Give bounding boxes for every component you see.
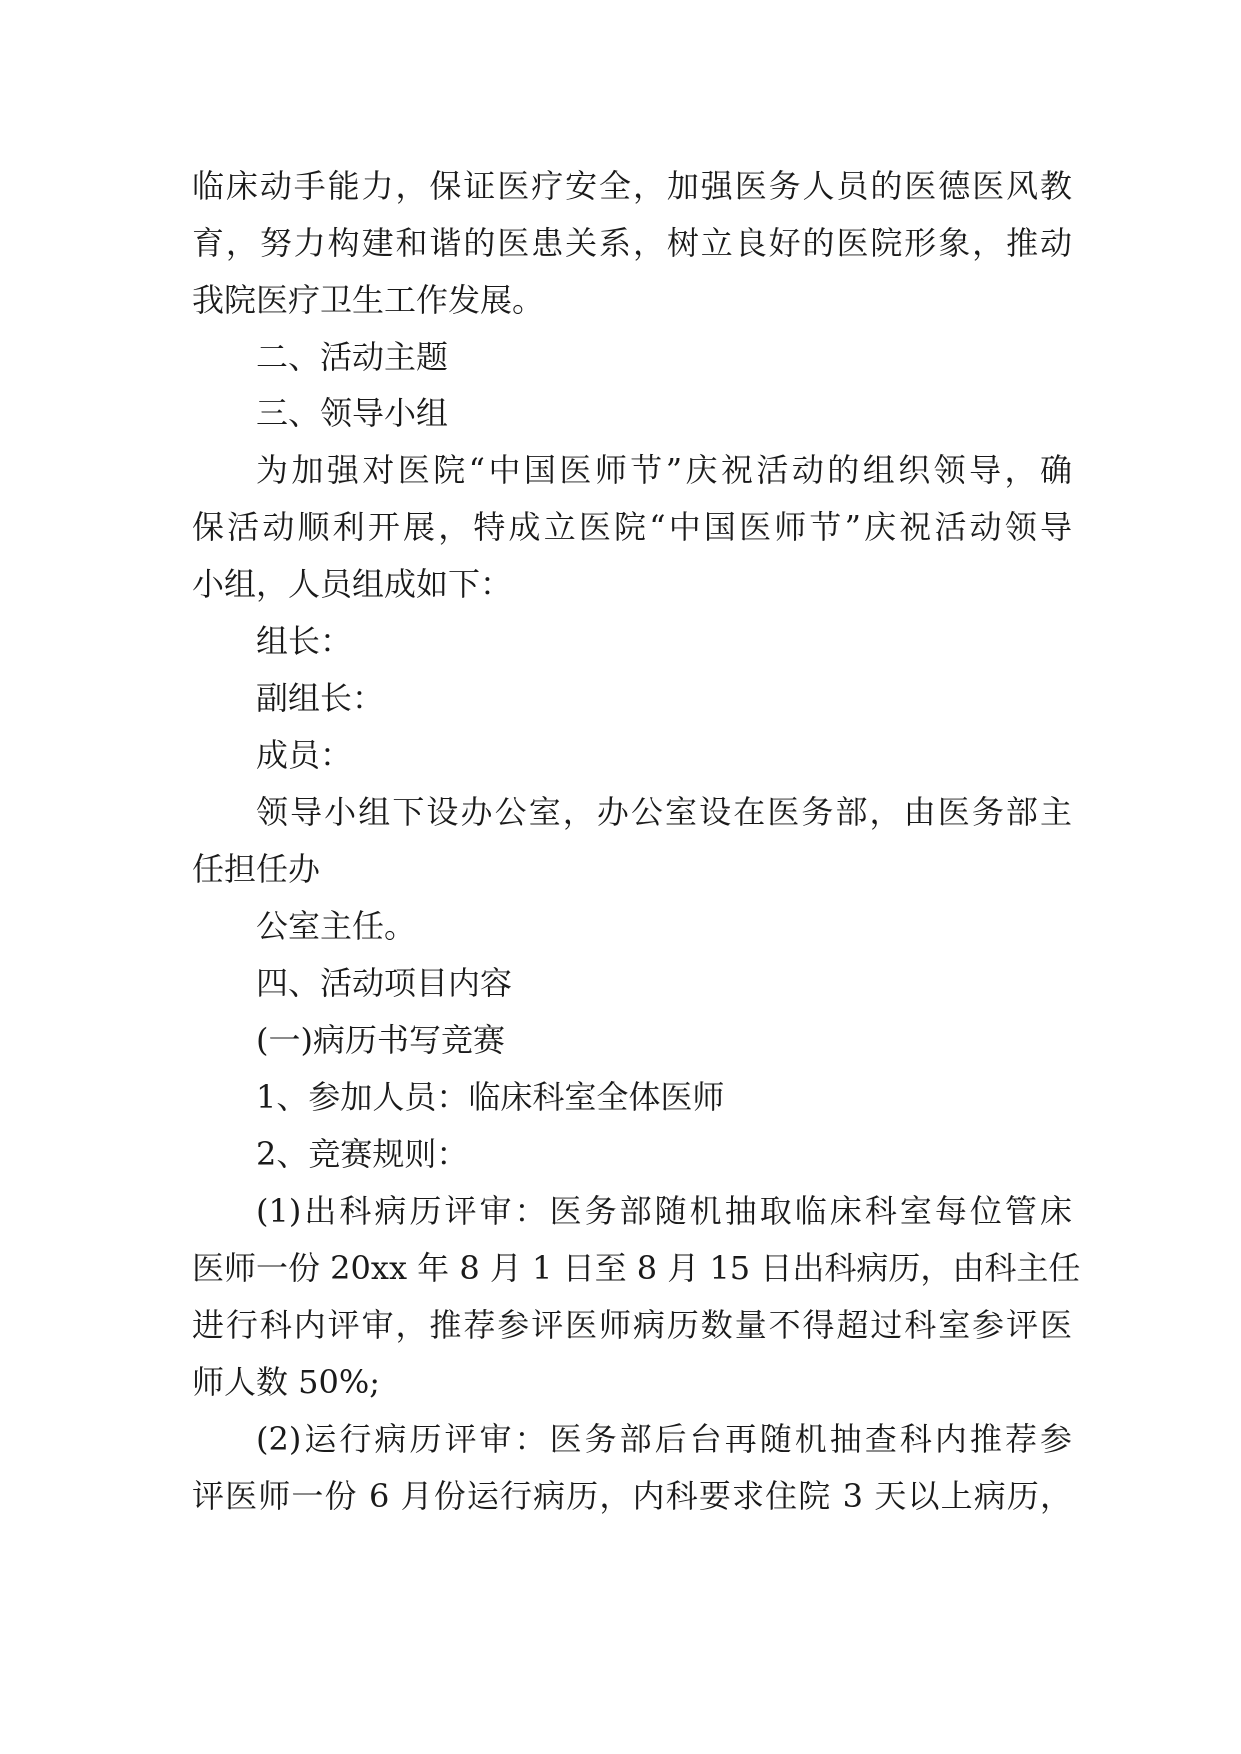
subsection-heading: (一)病历书写竞赛 xyxy=(256,1021,505,1059)
text-line: (2)运行病历评审：医务部后台再随机抽查科内推荐参 xyxy=(256,1420,1072,1458)
text-line: 公室主任。 xyxy=(256,907,417,945)
text-line: 2、竞赛规则： xyxy=(256,1135,469,1173)
text-line: 成员： xyxy=(256,736,353,774)
text-line: 医师一份 20xx 年 8 月 1 日至 8 月 15 日出科病历，由科主任 xyxy=(192,1249,1081,1287)
text-line: 任担任办 xyxy=(192,850,321,888)
text-line: 为加强对医院“中国医师节”庆祝活动的组织领导，确 xyxy=(256,451,1072,489)
text-line: 师人数 50%; xyxy=(192,1363,381,1401)
text-line: (1)出科病历评审：医务部随机抽取临床科室每位管床 xyxy=(256,1192,1072,1230)
text-line: 临床动手能力，保证医疗安全，加强医务人员的医德医风教 xyxy=(192,167,1072,205)
text-line: 副组长： xyxy=(256,679,385,717)
text-line: 我院医疗卫生工作发展。 xyxy=(192,281,545,319)
text-line: 评医师一份 6 月份运行病历，内科要求住院 3 天以上病历， xyxy=(192,1477,1072,1515)
text-line: 保活动顺利开展，特成立医院“中国医师节”庆祝活动领导 xyxy=(192,508,1072,546)
section-heading: 四、活动项目内容 xyxy=(256,964,513,1002)
text-line: 进行科内评审，推荐参评医师病历数量不得超过科室参评医 xyxy=(192,1306,1072,1344)
text-line: 组长： xyxy=(256,622,353,660)
text-line: 育，努力构建和谐的医患关系，树立良好的医院形象，推动 xyxy=(192,224,1072,262)
text-line: 1、参加人员：临床科室全体医师 xyxy=(256,1078,725,1116)
text-line: 领导小组下设办公室，办公室设在医务部，由医务部主 xyxy=(256,793,1072,831)
section-heading: 二、活动主题 xyxy=(256,338,449,376)
text-line: 小组，人员组成如下： xyxy=(192,565,513,603)
section-heading: 三、领导小组 xyxy=(256,394,449,432)
